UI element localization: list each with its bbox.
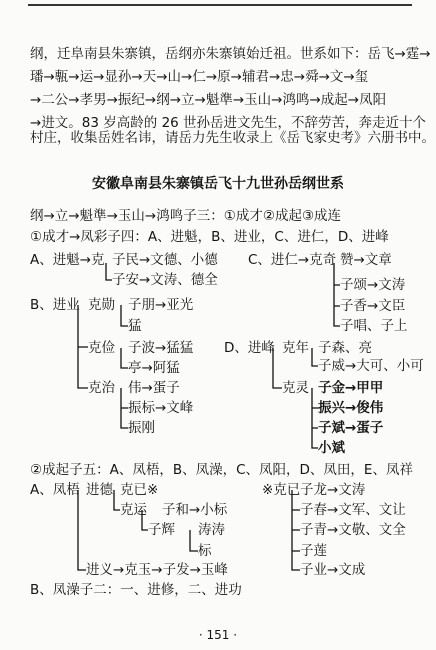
intro-line-2: 璠→甎→运→显孙→天→山→仁→原→辅君→忠→舜→文→玺 (30, 69, 369, 85)
connector-2-k2 (142, 510, 148, 530)
intro-line-4: →进文。83 岁高龄的 26 世孙岳进文先生，不辞劳苦，奔走近十个 (30, 115, 427, 131)
tree1-c-3: 子香→文臣 (340, 298, 406, 314)
lineage-line-1: 纲→立→魁準→玉山→鸿鸣子三：①成才②成起③成连 (30, 208, 342, 224)
tree1-d-head: D、进峰 (224, 340, 275, 356)
tree2-a-head: A、凤梧 (30, 482, 80, 498)
tree1-c-1: 赞→文章 (340, 252, 392, 268)
tree2-a-j1: 进德 (86, 482, 113, 498)
tree2-r-4: 子莲 (300, 543, 327, 559)
tree1-a-2: 子安→文涛、德全 (112, 272, 218, 288)
tree2-r-3: 子青→文敬、文全 (300, 522, 406, 538)
tree2-a-k1: 克已※ (120, 482, 159, 498)
tree1-b-k1-1: 子朋→亚光 (128, 297, 194, 313)
tree1-b-k2-2: 亭→阿猛 (128, 360, 180, 376)
tree1-b-k3-1: 伟→蛋子 (128, 380, 180, 396)
page-number: · 151 · (198, 628, 238, 642)
tree1-b-k1: 克勋 (88, 297, 115, 313)
tree1-b-k3-3: 振刚 (128, 420, 155, 436)
tree1-d-k2-4: 小斌 (318, 440, 345, 456)
footer-line: B、凤澡子二：一、进修，二、进功 (30, 582, 242, 598)
connector-d-main (273, 348, 282, 388)
tree1-d-k1: 克年 (282, 340, 309, 356)
tree2-a-k2-2-2: 标 (198, 543, 212, 559)
tree2-a-j2: 进义→克玉→子发→玉峰 (86, 562, 228, 578)
connector-c (334, 263, 340, 326)
tree2-a-k2-1: 子和→小标 (162, 502, 228, 518)
connector-2-k22 (190, 530, 198, 551)
connector-a (106, 263, 112, 280)
connector-b-k1 (121, 305, 128, 326)
tree1-c-head: C、进仁→克奇 (248, 252, 337, 268)
connector-b-k2 (121, 348, 128, 368)
connector-d-k1 (312, 348, 318, 366)
connector-d-k2 (312, 388, 318, 448)
connector-2-j1 (114, 490, 120, 510)
tree2-a-k2-2: 子辉 (148, 522, 175, 538)
tree1-d-k2-3: 子斌→蛋子 (318, 420, 384, 436)
tree1-b-k3-2: 振标→文峰 (128, 400, 194, 416)
tree1-d-k1-1: 子森、亮 (318, 340, 372, 356)
intro-line-1: 纲，迁阜南县朱寨镇，岳纲亦朱寨镇始迁祖。世系如下：岳飞→霆→ (30, 46, 431, 62)
tree2-r-head: ※克已 (262, 482, 301, 498)
tree2-r-1: 子龙→文涛 (300, 482, 366, 498)
connector-2-a (78, 490, 86, 570)
tree1-b-head: B、进业 (30, 297, 80, 313)
tree1-d-k1-2: 子威→大可、小可 (318, 358, 424, 374)
tree1-c-4: 子唱、子上 (340, 318, 408, 334)
tree2-r-5: 子业→文成 (300, 562, 366, 578)
tree1-b-k1-2: 猛 (128, 318, 142, 334)
connector-b-main (78, 305, 88, 388)
connector-2-r (292, 490, 300, 570)
tree1-b-k2: 克俭 (88, 340, 115, 356)
tree2-a-k2: 克运 (120, 502, 147, 518)
connector-b-k3 (121, 388, 128, 428)
section-title: 安徽阜南县朱寨镇岳飞十九世孙岳纲世系 (92, 176, 344, 192)
intro-line-3: →二公→孝男→振纪→纲→立→魁準→玉山→鸿鸣→成起→凤阳 (30, 92, 387, 108)
tree1-a-head: A、进魁→克 (30, 252, 105, 268)
tree1-c-2: 子颂→文涛 (340, 277, 406, 293)
lineage-line-2: ①成才→凤彩子四：A、进魁，B、进业，C、进仁，D、进峰 (30, 229, 389, 245)
tree1-a-1: 子民→文德、小德 (112, 252, 218, 268)
tree1-d-k2: 克灵 (282, 380, 309, 396)
tree1-d-k2-1: 子金→甲甲 (318, 380, 384, 396)
tree1-b-k3: 克治 (88, 380, 115, 396)
intro-line-5: 村庄，收集岳姓名讳，请岳力先生收录上《岳飞家史考》六册书中。 (30, 130, 435, 146)
section2-line: ②成起子五：A、凤梧，B、凤澡，C、凤阳，D、凤田，E、凤祥 (30, 462, 413, 478)
tree2-a-k2-2-1: 涛涛 (198, 522, 225, 538)
tree1-d-k2-2: 振兴→俊伟 (318, 400, 384, 416)
tree1-b-k2-1: 子波→猛猛 (128, 340, 194, 356)
tree2-r-2: 子春→文军、文让 (300, 502, 406, 518)
